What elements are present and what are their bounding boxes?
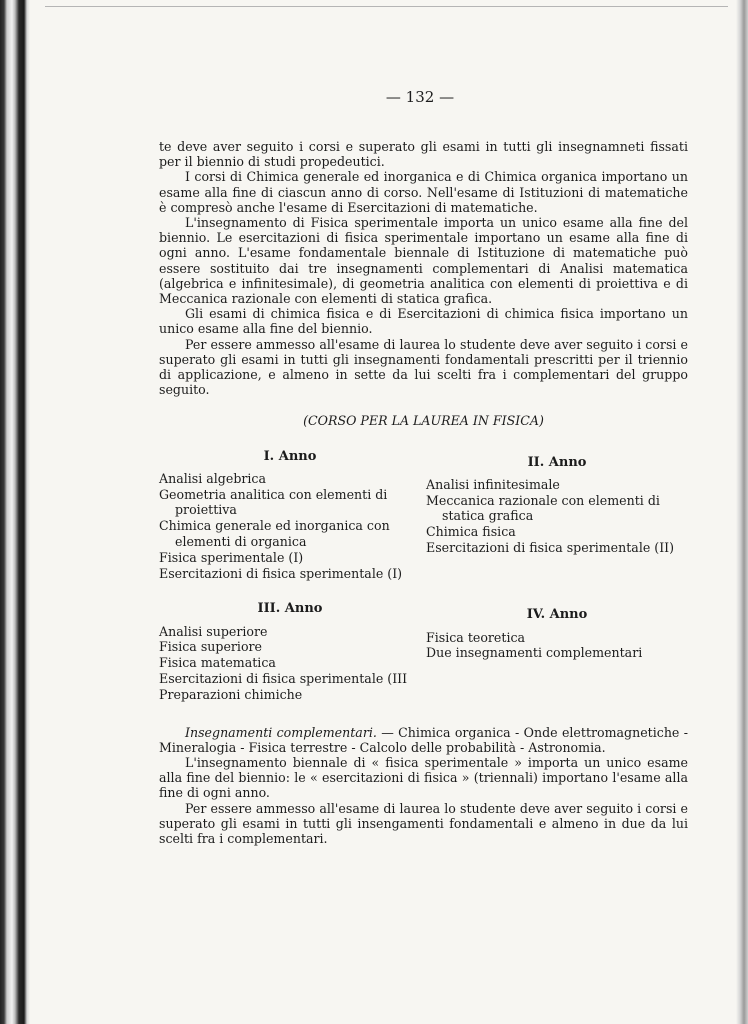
- book-binding-edge: [0, 0, 30, 1024]
- year-4-block: [426, 601, 688, 702]
- course-item: Esercitazioni di fisica sperimentale (III: [159, 671, 408, 687]
- year-2-block: [426, 449, 688, 582]
- year-3-block: [159, 601, 421, 702]
- paragraph: I corsi di Chimica generale ed inorganica e di Chimica organica importano un esame alla fine di ciascun anno di corso. Nell'esame di Istituzioni di matematiche è compresò anche l'esame di Esercitazioni di matematiche.: [159, 169, 688, 215]
- course-item: Fisica teoretica: [426, 629, 526, 645]
- course-item: Chimica generale ed inorganica con elementi di organica: [159, 518, 390, 550]
- bottom-notes: [159, 725, 688, 847]
- paragraph: L'insegnamento di Fisica sperimentale importa un unico esame alla fine del biennio. Le esercitazioni di fisica sperimentale importano un esame alla fine di ogni anno. L'esame fondamentale biennale di Istituzione di matematiche può essere sostituito dai tre insegnamenti complementari di Analisi matematica (algebrica e infinitesimale), di geometria analitica con elementi di proiettiva e di Meccanica razionale con elementi di statica grafica.: [159, 215, 688, 307]
- paragraph: te deve aver seguito i corsi e superato gli esami in tutti gli insegnamneti fissati per il biennio di studi propedeutici.: [159, 139, 688, 170]
- course-item: Esercitazioni di fisica sperimentale (II): [426, 540, 675, 556]
- year-2-title: II. Anno: [527, 454, 587, 470]
- page-top-edge: [45, 6, 728, 7]
- complementari-label: Insegnamenti complementari.: [185, 724, 377, 740]
- curriculum-row-1: [159, 449, 688, 582]
- course-item: Analisi infinitesimale: [426, 476, 560, 492]
- course-item: Fisica sperimentale (I): [159, 549, 304, 565]
- year-1-title: I. Anno: [263, 448, 317, 464]
- paragraph: L'insegnamento biennale di « fisica sperimentale » importa un unico esame alla fine del biennio: le « esercitazioni di fisica » (triennali) importano l'esame alla fine di ogni anno.: [159, 755, 688, 801]
- paragraph: Gli esami di chimica fisica e di Esercitazioni di chimica fisica importano un unico esame alla fine del biennio.: [159, 306, 688, 337]
- course-item: Geometria analitica con elementi di proiettiva: [159, 486, 388, 518]
- course-item: Analisi algebrica: [159, 470, 266, 486]
- year-1-block: [159, 449, 421, 582]
- course-item: Fisica matematica: [159, 655, 276, 671]
- paragraph: Per essere ammesso all'esame di laurea lo studente deve aver seguito i corsi e superato gli esami in tutti gli insegnamenti fondamentali prescritti per il triennio di applicazione, e almeno in sette da lui scelti fra i complementari del gruppo seguito.: [159, 336, 688, 398]
- course-item: Meccanica razionale con elementi di statica grafica: [426, 492, 660, 524]
- course-item: Preparazioni chimiche: [159, 686, 303, 702]
- complementari-text: — Chimica organica - Onde elettromagnetiche - Mineralogia - Fisica terrestre - Calcolo delle probabilità - Astronomia.: [159, 724, 688, 755]
- course-item: Esercitazioni di fisica sperimentale (I): [159, 565, 403, 581]
- page-body: [159, 139, 688, 846]
- page-number: — 132 —: [385, 88, 455, 106]
- year-3-title: III. Anno: [257, 601, 323, 617]
- course-item: Chimica fisica: [426, 524, 516, 540]
- page-right-edge: [736, 0, 748, 1024]
- curriculum-row-2: [159, 601, 688, 702]
- complementari-paragraph: [159, 725, 688, 755]
- year-4-title: IV. Anno: [526, 607, 588, 623]
- course-item: Due insegnamenti complementari: [426, 645, 643, 661]
- course-item: Fisica superiore: [159, 639, 263, 655]
- course-item: Analisi superiore: [159, 623, 268, 639]
- section-heading: (CORSO PER LA LAUREA IN FISICA): [303, 413, 544, 429]
- paragraph: Per essere ammesso all'esame di laurea lo studente deve aver seguito i corsi e superato gli esami in tutti gli insengamenti fondamentali e almeno in due da lui scelti fra i complementari.: [159, 800, 688, 847]
